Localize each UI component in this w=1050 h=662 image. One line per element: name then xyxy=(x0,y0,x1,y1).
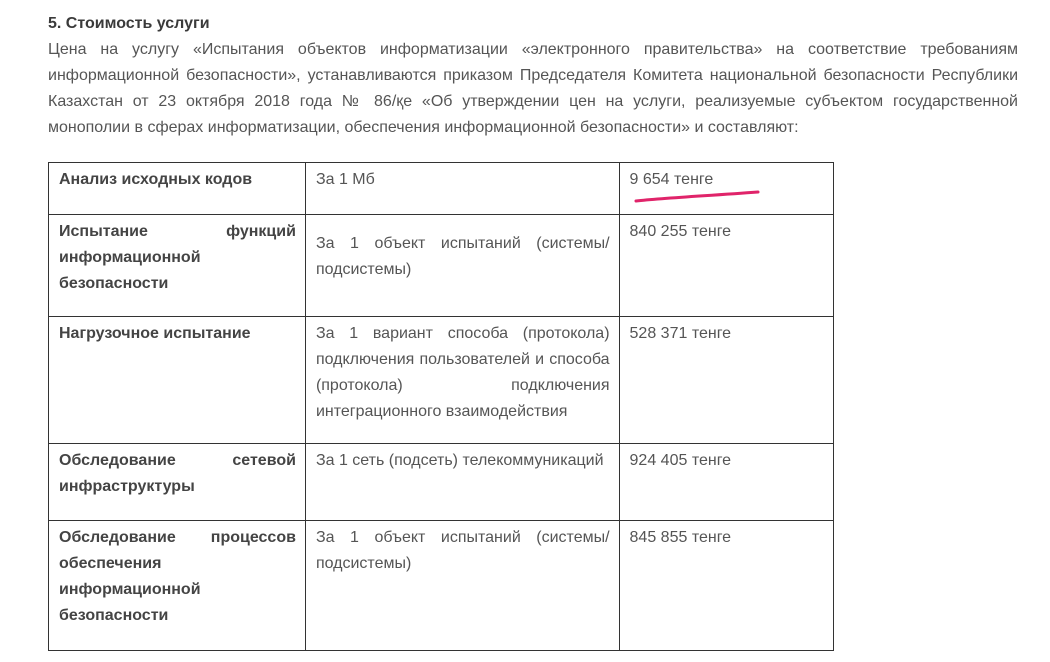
hand-drawn-underline-icon xyxy=(634,189,760,205)
table-row xyxy=(49,215,834,317)
price-value: 9 654 тенге xyxy=(629,171,714,188)
service-name-cell: Анализ исходных кодов xyxy=(49,163,306,215)
price-cell: 845 855 тенге xyxy=(619,521,833,651)
unit-cell: За 1 объект испытаний (системы/подсистемы) xyxy=(305,215,619,317)
service-name-cell: Испытание функций информационной безопасности xyxy=(49,215,306,317)
price-cell: 840 255 тенге xyxy=(619,215,833,317)
price-cell xyxy=(619,163,833,215)
price-cell: 528 371 тенге xyxy=(619,317,833,444)
table-row xyxy=(49,317,834,444)
service-name-cell: Обследование процессов обеспечения информационной безопасности xyxy=(49,521,306,651)
unit-cell: За 1 сеть (подсеть) телекоммуникаций xyxy=(305,444,619,521)
service-name-cell: Обследование сетевой инфраструктуры xyxy=(49,444,306,521)
table-row xyxy=(49,444,834,521)
price-cell: 924 405 тенге xyxy=(619,444,833,521)
table-row xyxy=(49,521,834,651)
unit-cell: За 1 объект испытаний (системы/подсистемы) xyxy=(305,521,619,651)
section-intro-paragraph: Цена на услугу «Испытания объектов информатизации «электронного правительства» на соответствие требованиям информационной безопасности», устанавливаются приказом Председателя Комитета национальной безопасности Республики Казахстан от 23 октября 2018 года № 86/қе «Об утверждении цен на услуги, реализуемые субъектом государственной монополии в сферах информатизации, обеспечения информационной безопасности» и составляют: xyxy=(48,41,1018,136)
unit-cell: За 1 Мб xyxy=(305,163,619,215)
price-table xyxy=(48,162,834,651)
service-name-cell: Нагрузочное испытание xyxy=(49,317,306,444)
highlighted-price xyxy=(630,167,714,193)
section-heading: 5. Стоимость услуги xyxy=(48,15,210,32)
unit-cell: За 1 вариант способа (протокола) подключения пользователей и способа (протокола) подключения интеграционного взаимодействия xyxy=(305,317,619,444)
price-section xyxy=(48,12,1018,141)
table-row xyxy=(49,163,834,215)
